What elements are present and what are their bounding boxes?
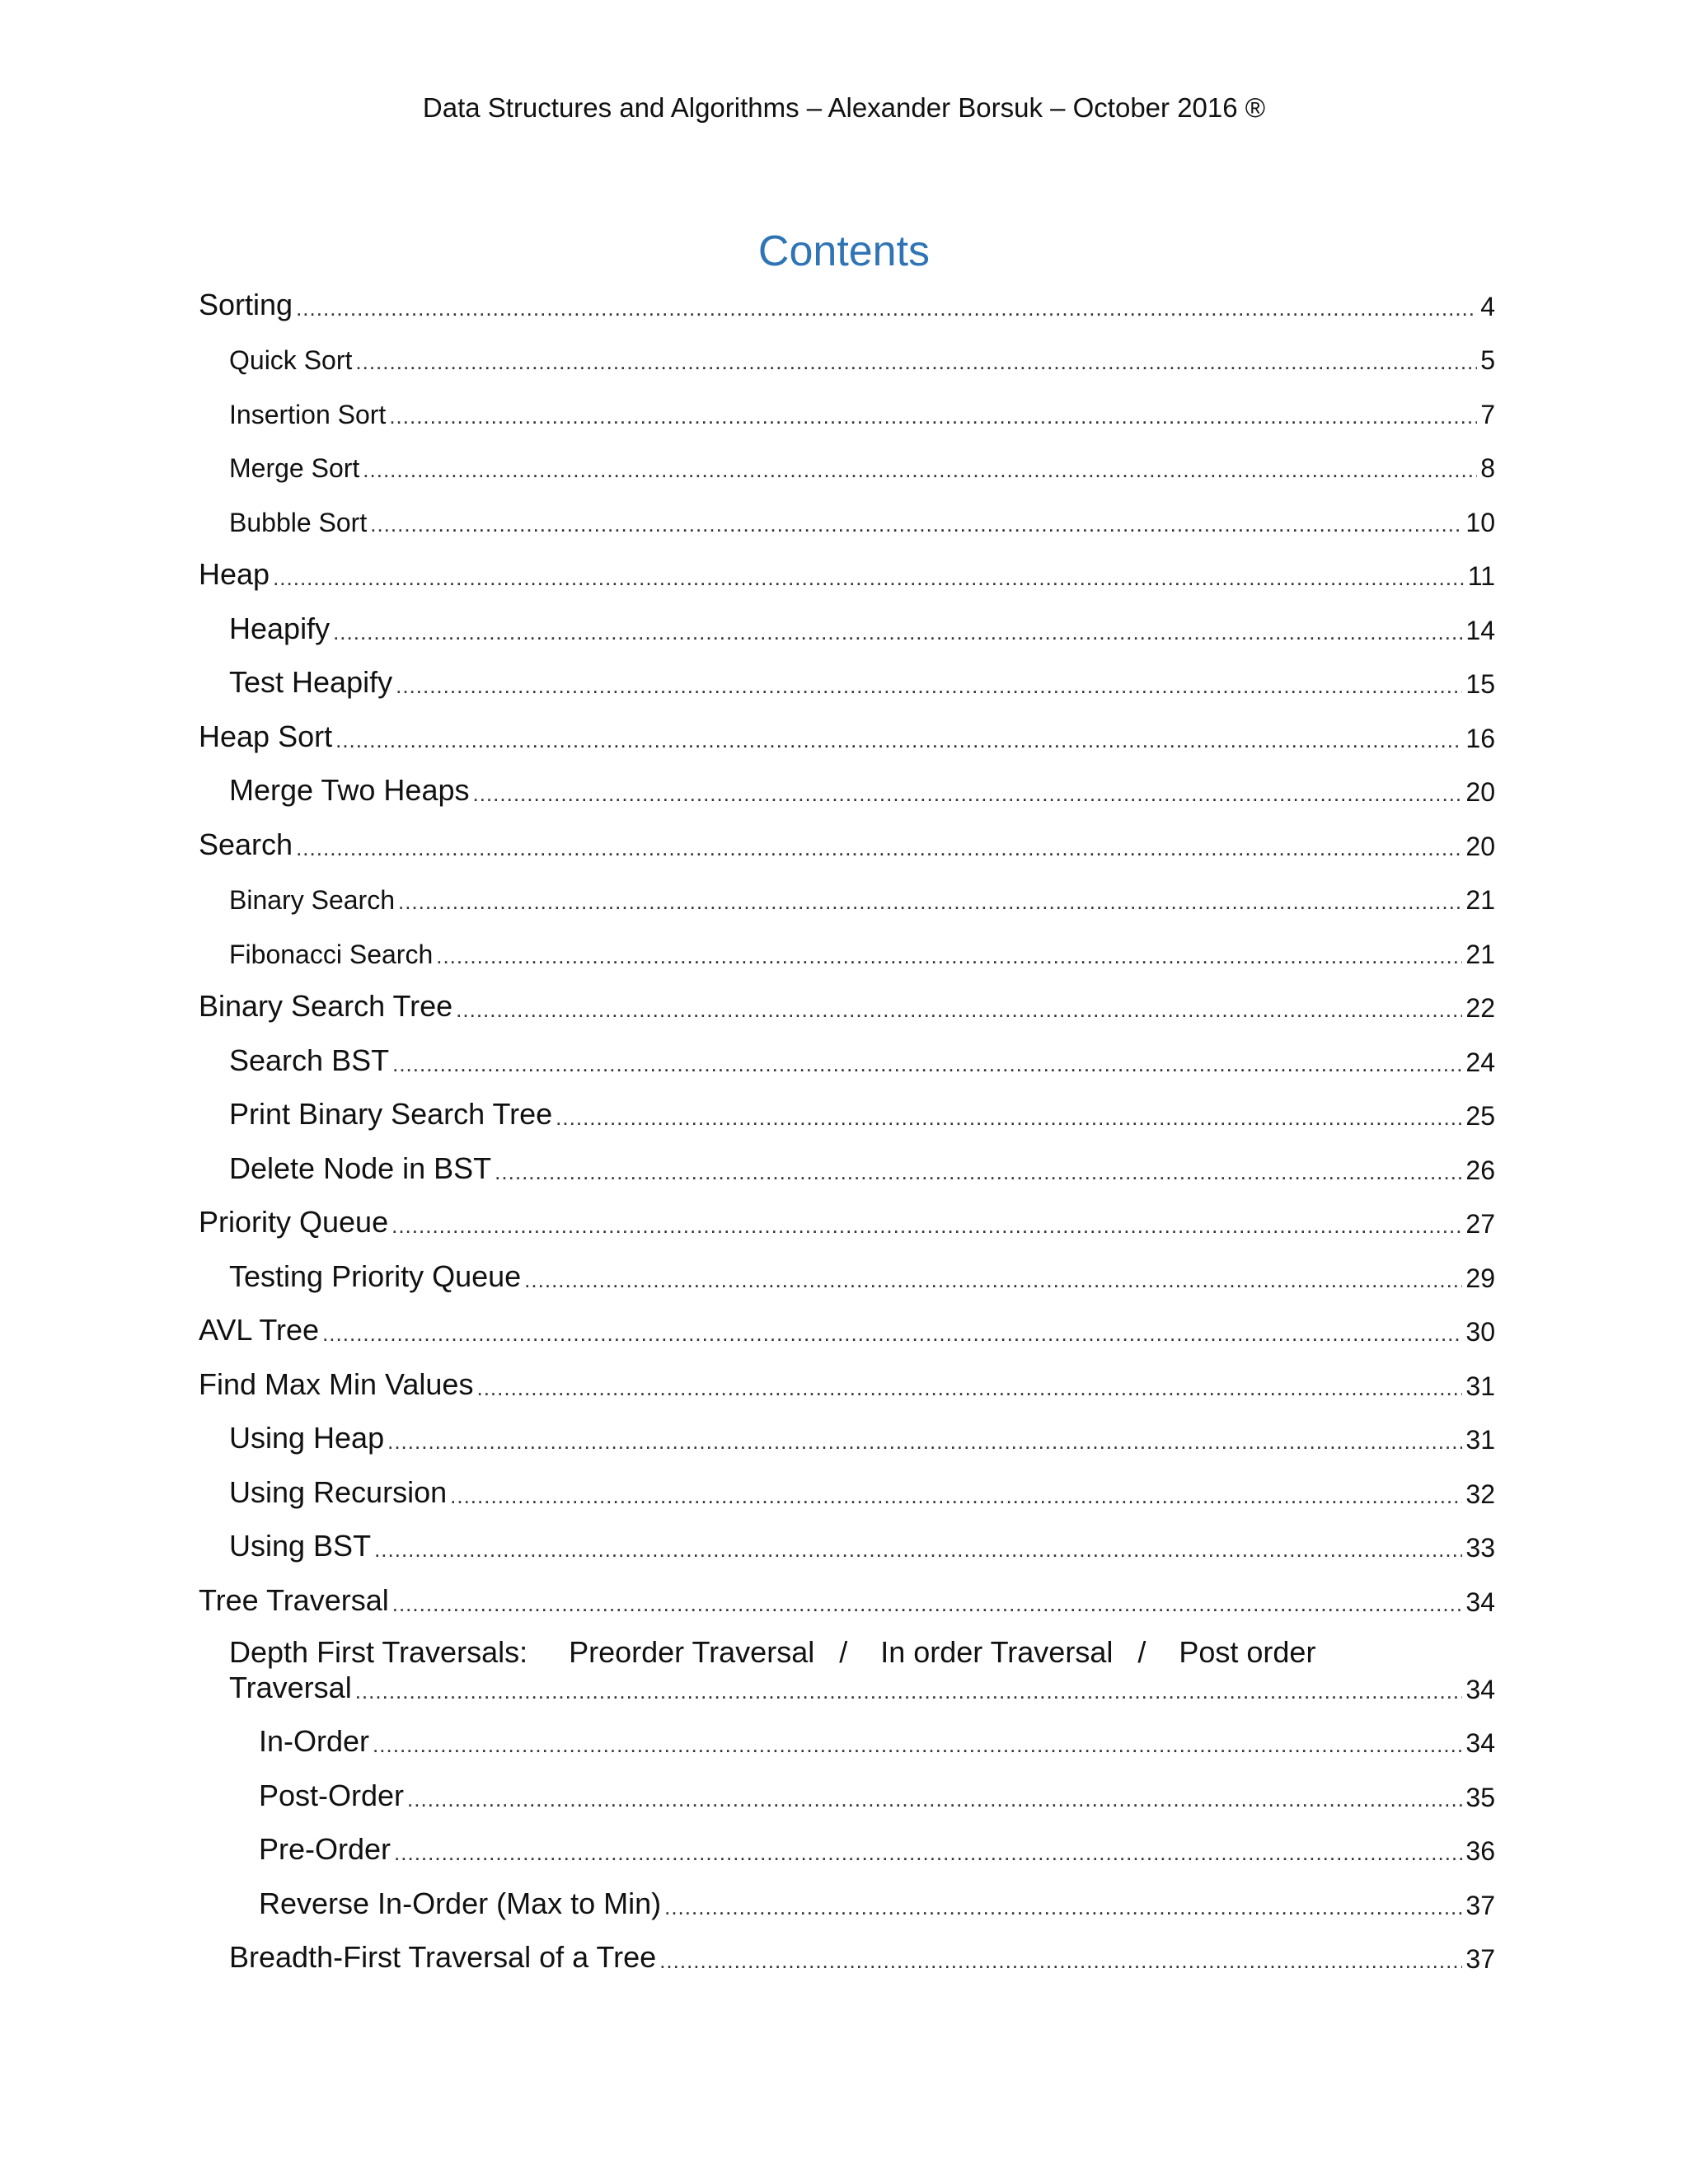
- toc-entry-print-binary-search-tree[interactable]: [199, 1086, 1495, 1141]
- toc-entry-page: 35: [1465, 1782, 1495, 1812]
- toc-entry-label: Binary Search Tree: [199, 989, 453, 1023]
- toc-entry-page: 36: [1465, 1836, 1495, 1866]
- toc-entry-line2: [229, 1671, 1495, 1705]
- toc-entry-label: Using Recursion: [229, 1474, 448, 1509]
- toc-entry-sorting[interactable]: [199, 276, 1495, 330]
- toc-entry-label: Print Binary Search Tree: [229, 1097, 553, 1131]
- dot-leader: [659, 1950, 1462, 1975]
- toc-entry-page: 21: [1465, 939, 1495, 969]
- toc-entry-label: Search: [199, 827, 293, 861]
- toc-entry-using-bst[interactable]: [199, 1518, 1495, 1572]
- toc-entry-label: Find Max Min Values: [199, 1366, 474, 1401]
- toc-entry-reverse-in-order[interactable]: [199, 1875, 1495, 1929]
- toc-entry-label: Search BST: [229, 1043, 390, 1077]
- toc-entry-find-max-min-values[interactable]: [199, 1356, 1495, 1410]
- toc-entry-page: 21: [1465, 885, 1495, 915]
- toc-entry-label: Using Heap: [229, 1421, 385, 1455]
- toc-entry-pre-order[interactable]: [199, 1821, 1495, 1876]
- dot-leader: [456, 999, 1462, 1024]
- toc-entry-label: Reverse In-Order (Max to Min): [259, 1886, 662, 1920]
- dot-leader: [664, 1896, 1462, 1921]
- toc-entry-label: AVL Tree: [199, 1313, 320, 1347]
- toc-entry-label: Pre-Order: [259, 1832, 392, 1866]
- toc-entry-page: 7: [1480, 399, 1495, 429]
- toc-entry-depth-first-traversals[interactable]: [199, 1626, 1495, 1713]
- dot-leader: [436, 945, 1462, 970]
- toc-entry-avl-tree[interactable]: [199, 1302, 1495, 1357]
- toc-entry-merge-two-heaps[interactable]: [199, 762, 1495, 817]
- toc-entry-label: Merge Sort: [229, 453, 360, 483]
- dot-leader: [407, 1788, 1462, 1813]
- toc-entry-test-heapify[interactable]: [199, 654, 1495, 709]
- toc-entry-label: Priority Queue: [199, 1205, 389, 1239]
- dot-leader: [296, 837, 1462, 862]
- dot-leader: [333, 621, 1462, 646]
- dot-leader: [396, 675, 1462, 700]
- toc-entry-bubble-sort[interactable]: [199, 492, 1495, 546]
- toc-entry-page: 31: [1465, 1371, 1495, 1401]
- toc-entry-label: In-Order: [259, 1724, 370, 1758]
- running-header: Data Structures and Algorithms – Alexander Borsuk – October 2016 ®: [422, 92, 1266, 123]
- toc-entry-page: 31: [1465, 1425, 1495, 1455]
- toc-entry-page: 34: [1465, 1586, 1495, 1617]
- toc-entry-binary-search-tree[interactable]: [199, 978, 1495, 1033]
- dot-leader: [398, 891, 1462, 916]
- dot-leader: [392, 1593, 1463, 1618]
- toc-entry-label: Merge Two Heaps: [229, 773, 470, 807]
- toc-entry-page: 8: [1480, 453, 1495, 483]
- toc-entry-page: 20: [1465, 831, 1495, 861]
- table-of-contents: [199, 276, 1495, 1983]
- toc-entry-label: Test Heapify: [229, 665, 393, 699]
- toc-entry-label: Bubble Sort: [229, 507, 368, 537]
- toc-entry-binary-search[interactable]: [199, 870, 1495, 925]
- toc-entry-page: 32: [1465, 1479, 1495, 1509]
- dot-leader: [322, 1323, 1462, 1347]
- toc-entry-page: 29: [1465, 1263, 1495, 1293]
- toc-entry-page: 14: [1465, 615, 1495, 645]
- toc-entry-priority-queue[interactable]: [199, 1194, 1495, 1249]
- toc-entry-page: 22: [1465, 993, 1495, 1023]
- dot-leader: [296, 298, 1477, 322]
- toc-entry-page: 37: [1465, 1890, 1495, 1920]
- toc-entry-label: Fibonacci Search: [229, 939, 434, 969]
- toc-entry-page: 37: [1465, 1944, 1495, 1974]
- dot-leader: [392, 1053, 1462, 1078]
- toc-entry-merge-sort[interactable]: [199, 438, 1495, 493]
- dot-leader: [355, 351, 1477, 376]
- toc-entry-label: Binary Search: [229, 885, 395, 915]
- dot-leader: [387, 1431, 1462, 1455]
- toc-entry-page: 10: [1465, 507, 1495, 537]
- toc-entry-page: 26: [1465, 1155, 1495, 1185]
- dot-leader: [389, 405, 1477, 430]
- toc-entry-quick-sort[interactable]: [199, 330, 1495, 385]
- toc-entry-page: 4: [1480, 291, 1495, 321]
- toc-entry-insertion-sort[interactable]: [199, 384, 1495, 438]
- dot-leader: [373, 1734, 1462, 1759]
- toc-entry-label-line1: Depth First Traversals: Preorder Traversal / In order Traversal / Post order: [229, 1634, 1316, 1669]
- toc-entry-label: Heapify: [229, 611, 331, 645]
- toc-entry-heap[interactable]: [199, 546, 1495, 601]
- dot-leader: [394, 1842, 1462, 1867]
- toc-entry-page: 11: [1467, 561, 1495, 591]
- toc-entry-page: 16: [1465, 723, 1495, 753]
- toc-entry-label: Heap: [199, 557, 270, 591]
- toc-entry-breadth-first-traversal[interactable]: [199, 1929, 1495, 1984]
- toc-entry-search-bst[interactable]: [199, 1032, 1495, 1086]
- dot-leader: [363, 459, 1477, 484]
- toc-entry-using-recursion[interactable]: [199, 1464, 1495, 1518]
- toc-entry-heap-sort[interactable]: [199, 708, 1495, 762]
- toc-entry-label-line2: Traversal: [229, 1670, 352, 1704]
- toc-entry-label: Breadth-First Traversal of a Tree: [229, 1940, 657, 1974]
- contents-title: Contents: [757, 227, 931, 275]
- toc-entry-search[interactable]: [199, 816, 1495, 870]
- toc-entry-label: Heap Sort: [199, 719, 333, 753]
- toc-entry-label: Using BST: [229, 1529, 372, 1563]
- toc-entry-label: Insertion Sort: [229, 399, 387, 429]
- dot-leader: [355, 1680, 1463, 1705]
- toc-entry-label: Delete Node in BST: [229, 1151, 492, 1185]
- dot-leader: [335, 729, 1462, 754]
- toc-entry-page: 27: [1465, 1209, 1495, 1239]
- toc-entry-label: Testing Priority Queue: [229, 1258, 522, 1293]
- toc-entry-page: 20: [1465, 777, 1495, 807]
- dot-leader: [495, 1161, 1462, 1186]
- toc-entry-in-order[interactable]: [199, 1713, 1495, 1768]
- toc-entry-page: 34: [1465, 1728, 1495, 1758]
- dot-leader: [524, 1269, 1462, 1294]
- toc-entry-label: Tree Traversal: [199, 1582, 389, 1617]
- toc-entry-label: Quick Sort: [229, 345, 353, 375]
- dot-leader: [450, 1485, 1462, 1510]
- toc-entry-testing-priority-queue[interactable]: [199, 1248, 1495, 1302]
- toc-entry-page: 25: [1465, 1101, 1495, 1131]
- toc-entry-using-heap[interactable]: [199, 1410, 1495, 1465]
- toc-entry-page: 24: [1465, 1047, 1495, 1077]
- dot-leader: [392, 1215, 1462, 1240]
- toc-entry-delete-node-in-bst[interactable]: [199, 1140, 1495, 1194]
- dot-leader: [273, 567, 1465, 592]
- dot-leader: [370, 513, 1462, 538]
- toc-entry-page: 30: [1465, 1317, 1495, 1347]
- dot-leader: [556, 1107, 1462, 1132]
- toc-entry-heapify[interactable]: [199, 600, 1495, 654]
- toc-entry-page: 15: [1465, 669, 1495, 699]
- toc-entry-fibonacci-search[interactable]: [199, 924, 1495, 978]
- dot-leader: [472, 783, 1462, 808]
- toc-entry-label: Sorting: [199, 287, 293, 321]
- toc-entry-tree-traversal[interactable]: [199, 1572, 1495, 1626]
- dot-leader: [374, 1539, 1462, 1563]
- toc-entry-page: 33: [1465, 1533, 1495, 1563]
- toc-entry-page: 34: [1465, 1674, 1495, 1704]
- toc-entry-page: 5: [1480, 345, 1495, 375]
- toc-entry-label: Post-Order: [259, 1778, 405, 1812]
- dot-leader: [476, 1377, 1462, 1402]
- toc-entry-post-order[interactable]: [199, 1767, 1495, 1821]
